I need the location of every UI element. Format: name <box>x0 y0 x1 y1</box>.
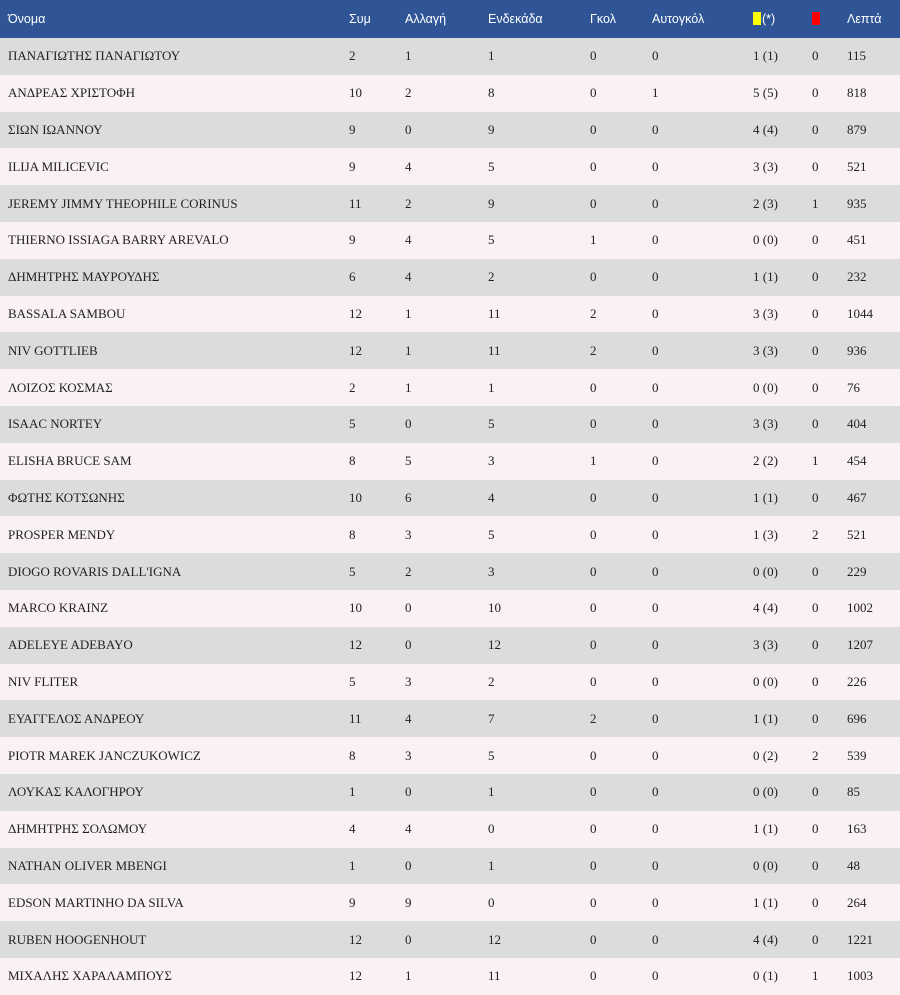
header-goals[interactable]: Γκολ <box>590 12 616 26</box>
minutes-cell: 1003 <box>847 968 873 984</box>
starting-cell: 10 <box>488 600 501 616</box>
minutes-cell: 232 <box>847 269 867 285</box>
minutes-cell: 1002 <box>847 600 873 616</box>
starting-cell: 9 <box>488 121 495 137</box>
substitutions-cell: 0 <box>405 637 412 653</box>
goals-cell: 0 <box>590 857 597 873</box>
yellow-card-icon <box>753 12 761 25</box>
table-header <box>0 0 900 38</box>
player-name: ΣΙΩΝ ΙΩΑΝΝΟΥ <box>8 121 103 137</box>
starting-cell: 8 <box>488 85 495 101</box>
starting-cell: 1 <box>488 857 495 873</box>
yellow-header-suffix: (*) <box>762 12 776 26</box>
header-row <box>0 0 900 38</box>
player-name: ISAAC NORTEY <box>8 416 103 432</box>
red-cards-cell: 0 <box>812 637 819 653</box>
own-goals-cell: 0 <box>652 269 659 285</box>
player-name: ELISHA BRUCE SAM <box>8 453 132 469</box>
table-row <box>0 627 900 664</box>
red-cards-cell: 0 <box>812 710 819 726</box>
starting-cell: 3 <box>488 563 495 579</box>
player-name: THIERNO ISSIAGA BARRY AREVALO <box>8 232 229 248</box>
red-cards-cell: 0 <box>812 269 819 285</box>
goals-cell: 0 <box>590 968 597 984</box>
yellow-cards-cell: 1 (1) <box>753 894 778 910</box>
minutes-cell: 1044 <box>847 305 873 321</box>
player-name: PROSPER MENDY <box>8 526 116 542</box>
minutes-cell: 229 <box>847 563 867 579</box>
yellow-cards-cell: 1 (3) <box>753 526 778 542</box>
yellow-cards-cell: 3 (3) <box>753 305 778 321</box>
goals-cell: 0 <box>590 563 597 579</box>
own-goals-cell: 0 <box>652 526 659 542</box>
red-cards-cell: 0 <box>812 931 819 947</box>
goals-cell: 0 <box>590 821 597 837</box>
starting-cell: 11 <box>488 342 501 358</box>
substitutions-cell: 0 <box>405 857 412 873</box>
appearances-cell: 2 <box>349 48 356 64</box>
starting-cell: 11 <box>488 305 501 321</box>
yellow-cards-cell: 0 (0) <box>753 232 778 248</box>
player-name: ΠΑΝΑΓΙΩΤΗΣ ΠΑΝΑΓΙΩΤΟΥ <box>8 48 181 64</box>
player-name: BASSALA SAMBOU <box>8 305 126 321</box>
goals-cell: 0 <box>590 85 597 101</box>
table-row <box>0 112 900 149</box>
table-row <box>0 148 900 185</box>
red-cards-cell: 0 <box>812 121 819 137</box>
red-cards-cell: 0 <box>812 342 819 358</box>
player-name: NIV GOTTLIEB <box>8 342 98 358</box>
player-name: DIOGO ROVARIS DALL'IGNA <box>8 563 182 579</box>
minutes-cell: 451 <box>847 232 867 248</box>
goals-cell: 0 <box>590 526 597 542</box>
appearances-cell: 12 <box>349 637 362 653</box>
appearances-cell: 9 <box>349 158 356 174</box>
red-card-icon <box>812 12 820 25</box>
own-goals-cell: 0 <box>652 857 659 873</box>
appearances-cell: 5 <box>349 416 356 432</box>
appearances-cell: 1 <box>349 784 356 800</box>
appearances-cell: 12 <box>349 342 362 358</box>
goals-cell: 0 <box>590 48 597 64</box>
yellow-cards-cell: 3 (3) <box>753 158 778 174</box>
minutes-cell: 539 <box>847 747 867 763</box>
table-row <box>0 443 900 480</box>
own-goals-cell: 0 <box>652 453 659 469</box>
substitutions-cell: 3 <box>405 747 412 763</box>
red-cards-cell: 0 <box>812 784 819 800</box>
goals-cell: 0 <box>590 195 597 211</box>
own-goals-cell: 0 <box>652 931 659 947</box>
goals-cell: 0 <box>590 784 597 800</box>
substitutions-cell: 1 <box>405 379 412 395</box>
starting-cell: 5 <box>488 747 495 763</box>
starting-cell: 2 <box>488 673 495 689</box>
appearances-cell: 4 <box>349 821 356 837</box>
table-row <box>0 480 900 517</box>
red-cards-cell: 0 <box>812 305 819 321</box>
table-row <box>0 75 900 112</box>
substitutions-cell: 3 <box>405 526 412 542</box>
appearances-cell: 1 <box>349 857 356 873</box>
substitutions-cell: 0 <box>405 600 412 616</box>
yellow-cards-cell: 1 (1) <box>753 269 778 285</box>
own-goals-cell: 0 <box>652 342 659 358</box>
appearances-cell: 9 <box>349 121 356 137</box>
goals-cell: 0 <box>590 894 597 910</box>
table-row <box>0 553 900 590</box>
minutes-cell: 454 <box>847 453 867 469</box>
starting-cell: 0 <box>488 821 495 837</box>
yellow-cards-cell: 2 (3) <box>753 195 778 211</box>
header-red-cards[interactable] <box>812 0 847 38</box>
own-goals-cell: 0 <box>652 563 659 579</box>
own-goals-cell: 0 <box>652 158 659 174</box>
substitutions-cell: 1 <box>405 342 412 358</box>
red-cards-cell: 0 <box>812 48 819 64</box>
yellow-cards-cell: 0 (0) <box>753 563 778 579</box>
table-row <box>0 296 900 333</box>
substitutions-cell: 1 <box>405 968 412 984</box>
appearances-cell: 12 <box>349 968 362 984</box>
red-cards-cell: 0 <box>812 563 819 579</box>
substitutions-cell: 0 <box>405 931 412 947</box>
red-cards-cell: 0 <box>812 821 819 837</box>
minutes-cell: 1207 <box>847 637 873 653</box>
player-name: ΔΗΜΗΤΡΗΣ ΜΑΥΡΟΥΔΗΣ <box>8 269 160 285</box>
player-name: RUBEN HOOGENHOUT <box>8 931 147 947</box>
own-goals-cell: 0 <box>652 637 659 653</box>
starting-cell: 4 <box>488 489 495 505</box>
starting-cell: 9 <box>488 195 495 211</box>
own-goals-cell: 0 <box>652 673 659 689</box>
player-name: ΜΙΧΑΛΗΣ ΧΑΡΑΛΑΜΠΟΥΣ <box>8 968 172 984</box>
red-cards-cell: 0 <box>812 232 819 248</box>
minutes-cell: 404 <box>847 416 867 432</box>
red-cards-cell: 2 <box>812 747 819 763</box>
starting-cell: 2 <box>488 269 495 285</box>
header-substitutions[interactable]: Αλλαγή <box>405 12 447 26</box>
appearances-cell: 8 <box>349 747 356 763</box>
starting-cell: 5 <box>488 232 495 248</box>
player-name: MARCO KRAINZ <box>8 600 109 616</box>
header-minutes[interactable]: Λεπτά <box>847 12 882 26</box>
table-body <box>0 38 900 995</box>
own-goals-cell: 0 <box>652 121 659 137</box>
starting-cell: 12 <box>488 931 501 947</box>
own-goals-cell: 0 <box>652 48 659 64</box>
table-row <box>0 884 900 921</box>
minutes-cell: 1221 <box>847 931 873 947</box>
goals-cell: 0 <box>590 269 597 285</box>
player-name: EDSON MARTINHO DA SILVA <box>8 894 184 910</box>
table-row <box>0 332 900 369</box>
minutes-cell: 264 <box>847 894 867 910</box>
starting-cell: 12 <box>488 637 501 653</box>
red-cards-cell: 0 <box>812 379 819 395</box>
table-row <box>0 811 900 848</box>
own-goals-cell: 0 <box>652 821 659 837</box>
player-name: ΦΩΤΗΣ ΚΟΤΣΩΝΗΣ <box>8 489 125 505</box>
red-cards-cell: 0 <box>812 857 819 873</box>
own-goals-cell: 0 <box>652 747 659 763</box>
header-name[interactable]: Όνομα <box>8 12 46 26</box>
starting-cell: 1 <box>488 48 495 64</box>
substitutions-cell: 4 <box>405 710 412 726</box>
goals-cell: 0 <box>590 121 597 137</box>
table-row <box>0 38 900 75</box>
yellow-cards-cell: 4 (4) <box>753 931 778 947</box>
red-cards-cell: 0 <box>812 894 819 910</box>
yellow-cards-cell: 0 (2) <box>753 747 778 763</box>
red-cards-cell: 0 <box>812 600 819 616</box>
yellow-cards-cell: 1 (1) <box>753 48 778 64</box>
yellow-cards-cell: 0 (0) <box>753 673 778 689</box>
red-cards-cell: 0 <box>812 673 819 689</box>
appearances-cell: 8 <box>349 526 356 542</box>
yellow-cards-cell: 0 (0) <box>753 784 778 800</box>
yellow-cards-cell: 1 (1) <box>753 710 778 726</box>
table-row <box>0 406 900 443</box>
substitutions-cell: 4 <box>405 269 412 285</box>
table-row <box>0 664 900 701</box>
header-starting[interactable]: Ενδεκάδα <box>488 12 543 26</box>
substitutions-cell: 4 <box>405 232 412 248</box>
red-cards-cell: 2 <box>812 526 819 542</box>
player-name: PIOTR MAREK JANCZUKOWICZ <box>8 747 201 763</box>
substitutions-cell: 2 <box>405 563 412 579</box>
player-name: ΔΗΜΗΤΡΗΣ ΣΟΛΩΜΟΥ <box>8 821 148 837</box>
red-cards-cell: 1 <box>812 968 819 984</box>
yellow-cards-cell: 4 (4) <box>753 121 778 137</box>
red-cards-cell: 1 <box>812 453 819 469</box>
goals-cell: 1 <box>590 453 597 469</box>
player-name: ADELEYE ADEBAYO <box>8 637 133 653</box>
goals-cell: 0 <box>590 158 597 174</box>
substitutions-cell: 2 <box>405 85 412 101</box>
goals-cell: 0 <box>590 637 597 653</box>
minutes-cell: 76 <box>847 379 860 395</box>
red-cards-cell: 0 <box>812 416 819 432</box>
substitutions-cell: 0 <box>405 784 412 800</box>
goals-cell: 0 <box>590 747 597 763</box>
appearances-cell: 6 <box>349 269 356 285</box>
starting-cell: 7 <box>488 710 495 726</box>
substitutions-cell: 0 <box>405 121 412 137</box>
substitutions-cell: 4 <box>405 821 412 837</box>
yellow-cards-cell: 1 (1) <box>753 489 778 505</box>
minutes-cell: 936 <box>847 342 867 358</box>
header-yellow-cards[interactable] <box>753 0 812 38</box>
goals-cell: 2 <box>590 342 597 358</box>
substitutions-cell: 3 <box>405 673 412 689</box>
yellow-cards-cell: 2 (2) <box>753 453 778 469</box>
starting-cell: 0 <box>488 894 495 910</box>
goals-cell: 0 <box>590 379 597 395</box>
yellow-cards-cell: 5 (5) <box>753 85 778 101</box>
player-name: JEREMY JIMMY THEOPHILE CORINUS <box>8 195 238 211</box>
minutes-cell: 85 <box>847 784 860 800</box>
substitutions-cell: 1 <box>405 305 412 321</box>
substitutions-cell: 4 <box>405 158 412 174</box>
yellow-cards-cell: 3 (3) <box>753 416 778 432</box>
appearances-cell: 12 <box>349 305 362 321</box>
minutes-cell: 163 <box>847 821 867 837</box>
player-name: NIV FLITER <box>8 673 79 689</box>
table-row <box>0 185 900 222</box>
minutes-cell: 226 <box>847 673 867 689</box>
goals-cell: 0 <box>590 489 597 505</box>
own-goals-cell: 0 <box>652 379 659 395</box>
minutes-cell: 879 <box>847 121 867 137</box>
goals-cell: 1 <box>590 232 597 248</box>
own-goals-cell: 0 <box>652 600 659 616</box>
starting-cell: 1 <box>488 379 495 395</box>
minutes-cell: 115 <box>847 48 867 64</box>
appearances-cell: 5 <box>349 673 356 689</box>
appearances-cell: 11 <box>349 195 362 211</box>
player-name: ΛΟΥΚΑΣ ΚΑΛΟΓΗΡΟΥ <box>8 784 144 800</box>
goals-cell: 2 <box>590 305 597 321</box>
goals-cell: 0 <box>590 600 597 616</box>
starting-cell: 1 <box>488 784 495 800</box>
minutes-cell: 521 <box>847 526 867 542</box>
yellow-cards-cell: 0 (0) <box>753 857 778 873</box>
goals-cell: 0 <box>590 931 597 947</box>
minutes-cell: 521 <box>847 158 867 174</box>
red-cards-cell: 0 <box>812 85 819 101</box>
minutes-cell: 818 <box>847 85 867 101</box>
yellow-cards-cell: 1 (1) <box>753 821 778 837</box>
substitutions-cell: 1 <box>405 48 412 64</box>
player-name: ΑΝΔΡΕΑΣ ΧΡΙΣΤΟΦΗ <box>8 85 136 101</box>
appearances-cell: 5 <box>349 563 356 579</box>
table-row <box>0 259 900 296</box>
player-name: NATHAN OLIVER MBENGI <box>8 857 167 873</box>
table-row <box>0 737 900 774</box>
substitutions-cell: 0 <box>405 416 412 432</box>
starting-cell: 11 <box>488 968 501 984</box>
own-goals-cell: 0 <box>652 784 659 800</box>
goals-cell: 0 <box>590 673 597 689</box>
yellow-cards-cell: 3 (3) <box>753 342 778 358</box>
minutes-cell: 696 <box>847 710 867 726</box>
starting-cell: 5 <box>488 526 495 542</box>
substitutions-cell: 2 <box>405 195 412 211</box>
yellow-cards-cell: 4 (4) <box>753 600 778 616</box>
goals-cell: 2 <box>590 710 597 726</box>
player-name: ILIJA MILICEVIC <box>8 158 109 174</box>
own-goals-cell: 0 <box>652 305 659 321</box>
yellow-cards-cell: 3 (3) <box>753 637 778 653</box>
table-row <box>0 369 900 406</box>
appearances-cell: 10 <box>349 600 362 616</box>
table-row <box>0 958 900 995</box>
appearances-cell: 10 <box>349 85 362 101</box>
minutes-cell: 467 <box>847 489 867 505</box>
table-row <box>0 590 900 627</box>
own-goals-cell: 0 <box>652 416 659 432</box>
substitutions-cell: 9 <box>405 894 412 910</box>
yellow-cards-cell: 0 (0) <box>753 379 778 395</box>
appearances-cell: 10 <box>349 489 362 505</box>
own-goals-cell: 0 <box>652 710 659 726</box>
table-row <box>0 848 900 885</box>
yellow-cards-cell: 0 (1) <box>753 968 778 984</box>
table-row <box>0 700 900 737</box>
red-cards-cell: 0 <box>812 158 819 174</box>
appearances-cell: 8 <box>349 453 356 469</box>
own-goals-cell: 0 <box>652 195 659 211</box>
substitutions-cell: 5 <box>405 453 412 469</box>
own-goals-cell: 1 <box>652 85 659 101</box>
own-goals-cell: 0 <box>652 968 659 984</box>
starting-cell: 5 <box>488 158 495 174</box>
goals-cell: 0 <box>590 416 597 432</box>
player-name: ΛΟΙΖΟΣ ΚΟΣΜΑΣ <box>8 379 113 395</box>
minutes-cell: 935 <box>847 195 867 211</box>
header-own-goals[interactable]: Αυτογκόλ <box>652 12 705 26</box>
minutes-cell: 48 <box>847 857 860 873</box>
red-cards-cell: 1 <box>812 195 819 211</box>
appearances-cell: 12 <box>349 931 362 947</box>
table-row <box>0 921 900 958</box>
own-goals-cell: 0 <box>652 894 659 910</box>
appearances-cell: 9 <box>349 232 356 248</box>
substitutions-cell: 6 <box>405 489 412 505</box>
table-row <box>0 222 900 259</box>
appearances-cell: 9 <box>349 894 356 910</box>
header-appearances[interactable]: Συμ <box>349 12 371 26</box>
appearances-cell: 11 <box>349 710 362 726</box>
player-name: ΕΥΑΓΓΕΛΟΣ ΑΝΔΡΕΟΥ <box>8 710 145 726</box>
own-goals-cell: 0 <box>652 232 659 248</box>
table-row <box>0 774 900 811</box>
appearances-cell: 2 <box>349 379 356 395</box>
table-row <box>0 516 900 553</box>
own-goals-cell: 0 <box>652 489 659 505</box>
starting-cell: 5 <box>488 416 495 432</box>
red-cards-cell: 0 <box>812 489 819 505</box>
starting-cell: 3 <box>488 453 495 469</box>
